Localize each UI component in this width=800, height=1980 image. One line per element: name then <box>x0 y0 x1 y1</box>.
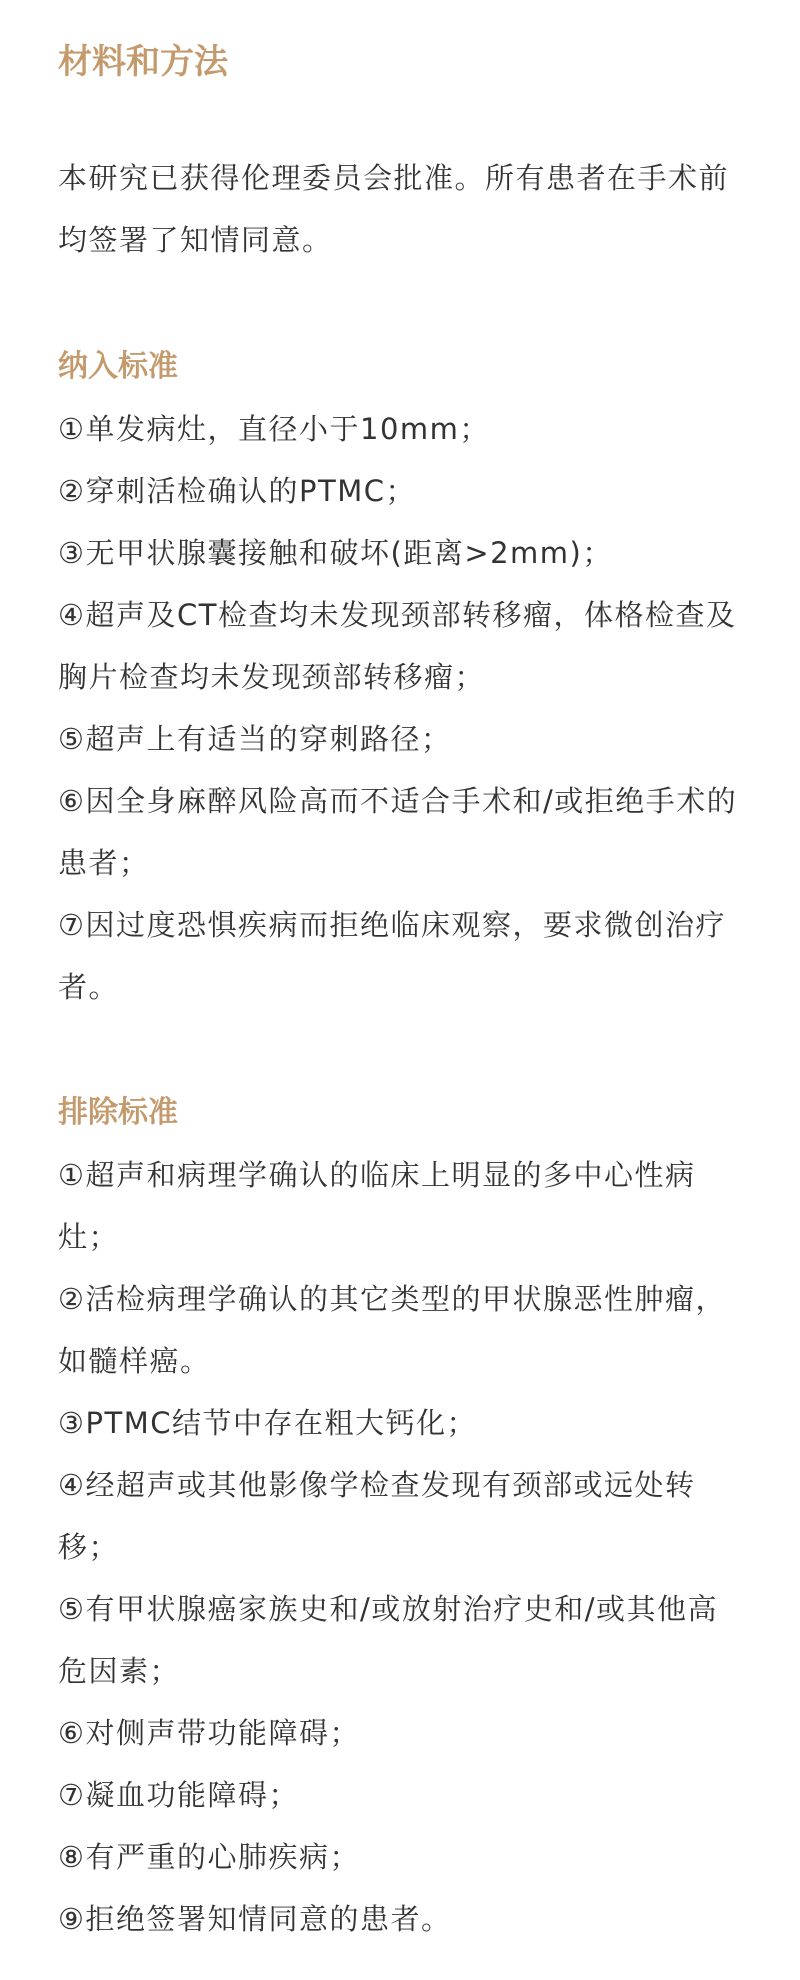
inclusion-item: ④超声及CT检查均未发现颈部转移瘤，体格检查及胸片检查均未发现颈部转移瘤； <box>58 598 737 694</box>
intro-paragraph: 本研究已获得伦理委员会批准。所有患者在手术前均签署了知情同意。 <box>58 161 730 257</box>
exclusion-item: ②活检病理学确认的其它类型的甲状腺恶性肿瘤，如髓样癌。 <box>58 1282 726 1378</box>
exclusion-item: ⑦凝血功能障碍； <box>58 1778 299 1812</box>
exclusion-item: ④经超声或其他影像学检查发现有颈部或远处转移； <box>58 1468 696 1564</box>
page-title: 材料和方法 <box>58 42 228 82</box>
inclusion-item: ⑥因全身麻醉风险高而不适合手术和/或拒绝手术的患者； <box>58 784 738 880</box>
inclusion-item: ⑤超声上有适当的穿刺路径； <box>58 722 452 756</box>
exclusion-item: ①超声和病理学确认的临床上明显的多中心性病灶； <box>58 1158 696 1254</box>
exclusion-item: ⑥对侧声带功能障碍； <box>58 1716 360 1750</box>
inclusion-heading: 纳入标准 <box>58 349 178 384</box>
inclusion-list <box>58 398 748 1018</box>
inclusion-item: ⑦因过度恐惧疾病而拒绝临床观察，要求微创治疗者。 <box>58 908 726 1004</box>
exclusion-heading: 排除标准 <box>58 1095 178 1130</box>
exclusion-item: ③PTMC结节中存在粗大钙化； <box>58 1406 477 1440</box>
inclusion-item: ②穿刺活检确认的PTMC； <box>58 474 416 508</box>
inclusion-item: ③无甲状腺囊接触和破坏(距离>2mm)； <box>58 536 613 570</box>
exclusion-item: ⑧有严重的心肺疾病； <box>58 1840 360 1874</box>
exclusion-item: ⑨拒绝签署知情同意的患者。 <box>58 1902 452 1936</box>
exclusion-item: ⑤有甲状腺癌家族史和/或放射治疗史和/或其他高危因素； <box>58 1592 719 1688</box>
exclusion-list <box>58 1144 748 1950</box>
inclusion-item: ①单发病灶，直径小于10mm； <box>58 412 490 446</box>
